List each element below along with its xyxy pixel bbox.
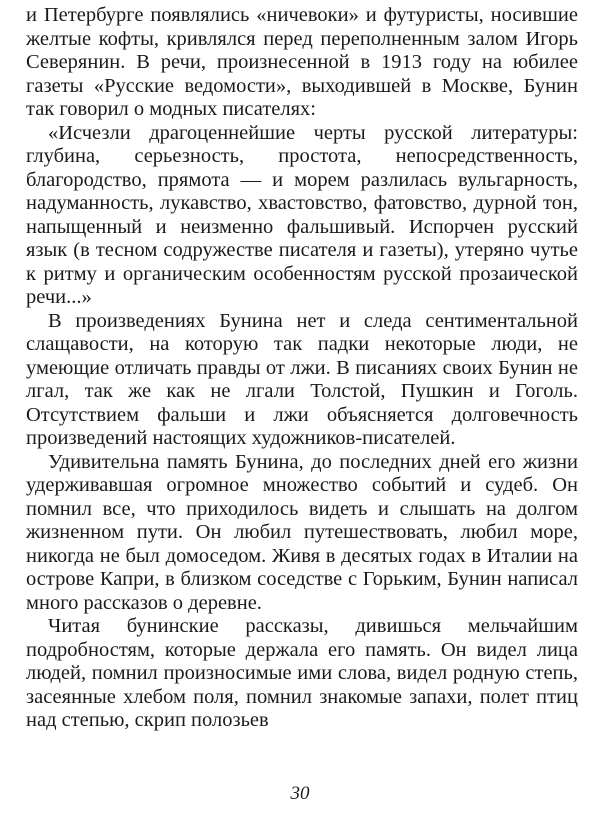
page-number: 30	[290, 783, 310, 804]
paragraph: Читая бунинские рассказы, дивишься мельчайшим подробностям, которые держала его память. Он видел лица людей, помнил произносимые ими слова, видел родную степь, засеянные хлебом поля, помнил знакомые запахи, полет птиц над степью, скрип полозьев	[26, 615, 578, 731]
page-body	[26, 4, 578, 733]
paragraph-continued: и Петербурге появлялись «ничевоки» и футуристы, носившие желтые кофты, кривлялся перед переполненным залом Игорь Северянин. В речи, произнесенной в 1913 году на юбилее газеты «Русские ведомости», выходившей в Москве, Бунин так говорил о модных писателях:	[26, 4, 578, 120]
paragraph-quote: «Исчезли драгоценнейшие черты русской литературы: глубина, серьезность, простота, непосредственность, благородство, прямота — и морем разлилась вульгарность, надуманность, лукавство, хвастовство, фатовство, дурной тон, напыщенный и неизменно фальшивый. Испорчен русский язык (в тесном содружестве писателя и газеты), утеряно чутье к ритму и органическим особенностям русской прозаической речи...»	[26, 121, 578, 308]
paragraph: Удивительна память Бунина, до последних дней его жизни удерживавшая огромное множество событий и судеб. Он помнил все, что приходилось видеть и слышать на долгом жизненном пути. Он любил путешествовать, любил море, никогда не был домоседом. Живя в десятых годах в Италии на острове Капри, в близком соседстве с Горьким, Бунин написал много рассказов о деревне.	[26, 450, 578, 614]
paragraph: В произведениях Бунина нет и следа сентиментальной слащавости, на которую так падки некоторые люди, не умеющие отличать правды от лжи. В писаниях своих Бунин не лгал, так же как не лгали Толстой, Пушкин и Гоголь. Отсутствием фальши и лжи объясняется долговечность произведений настоящих художников-писателей.	[26, 309, 578, 449]
